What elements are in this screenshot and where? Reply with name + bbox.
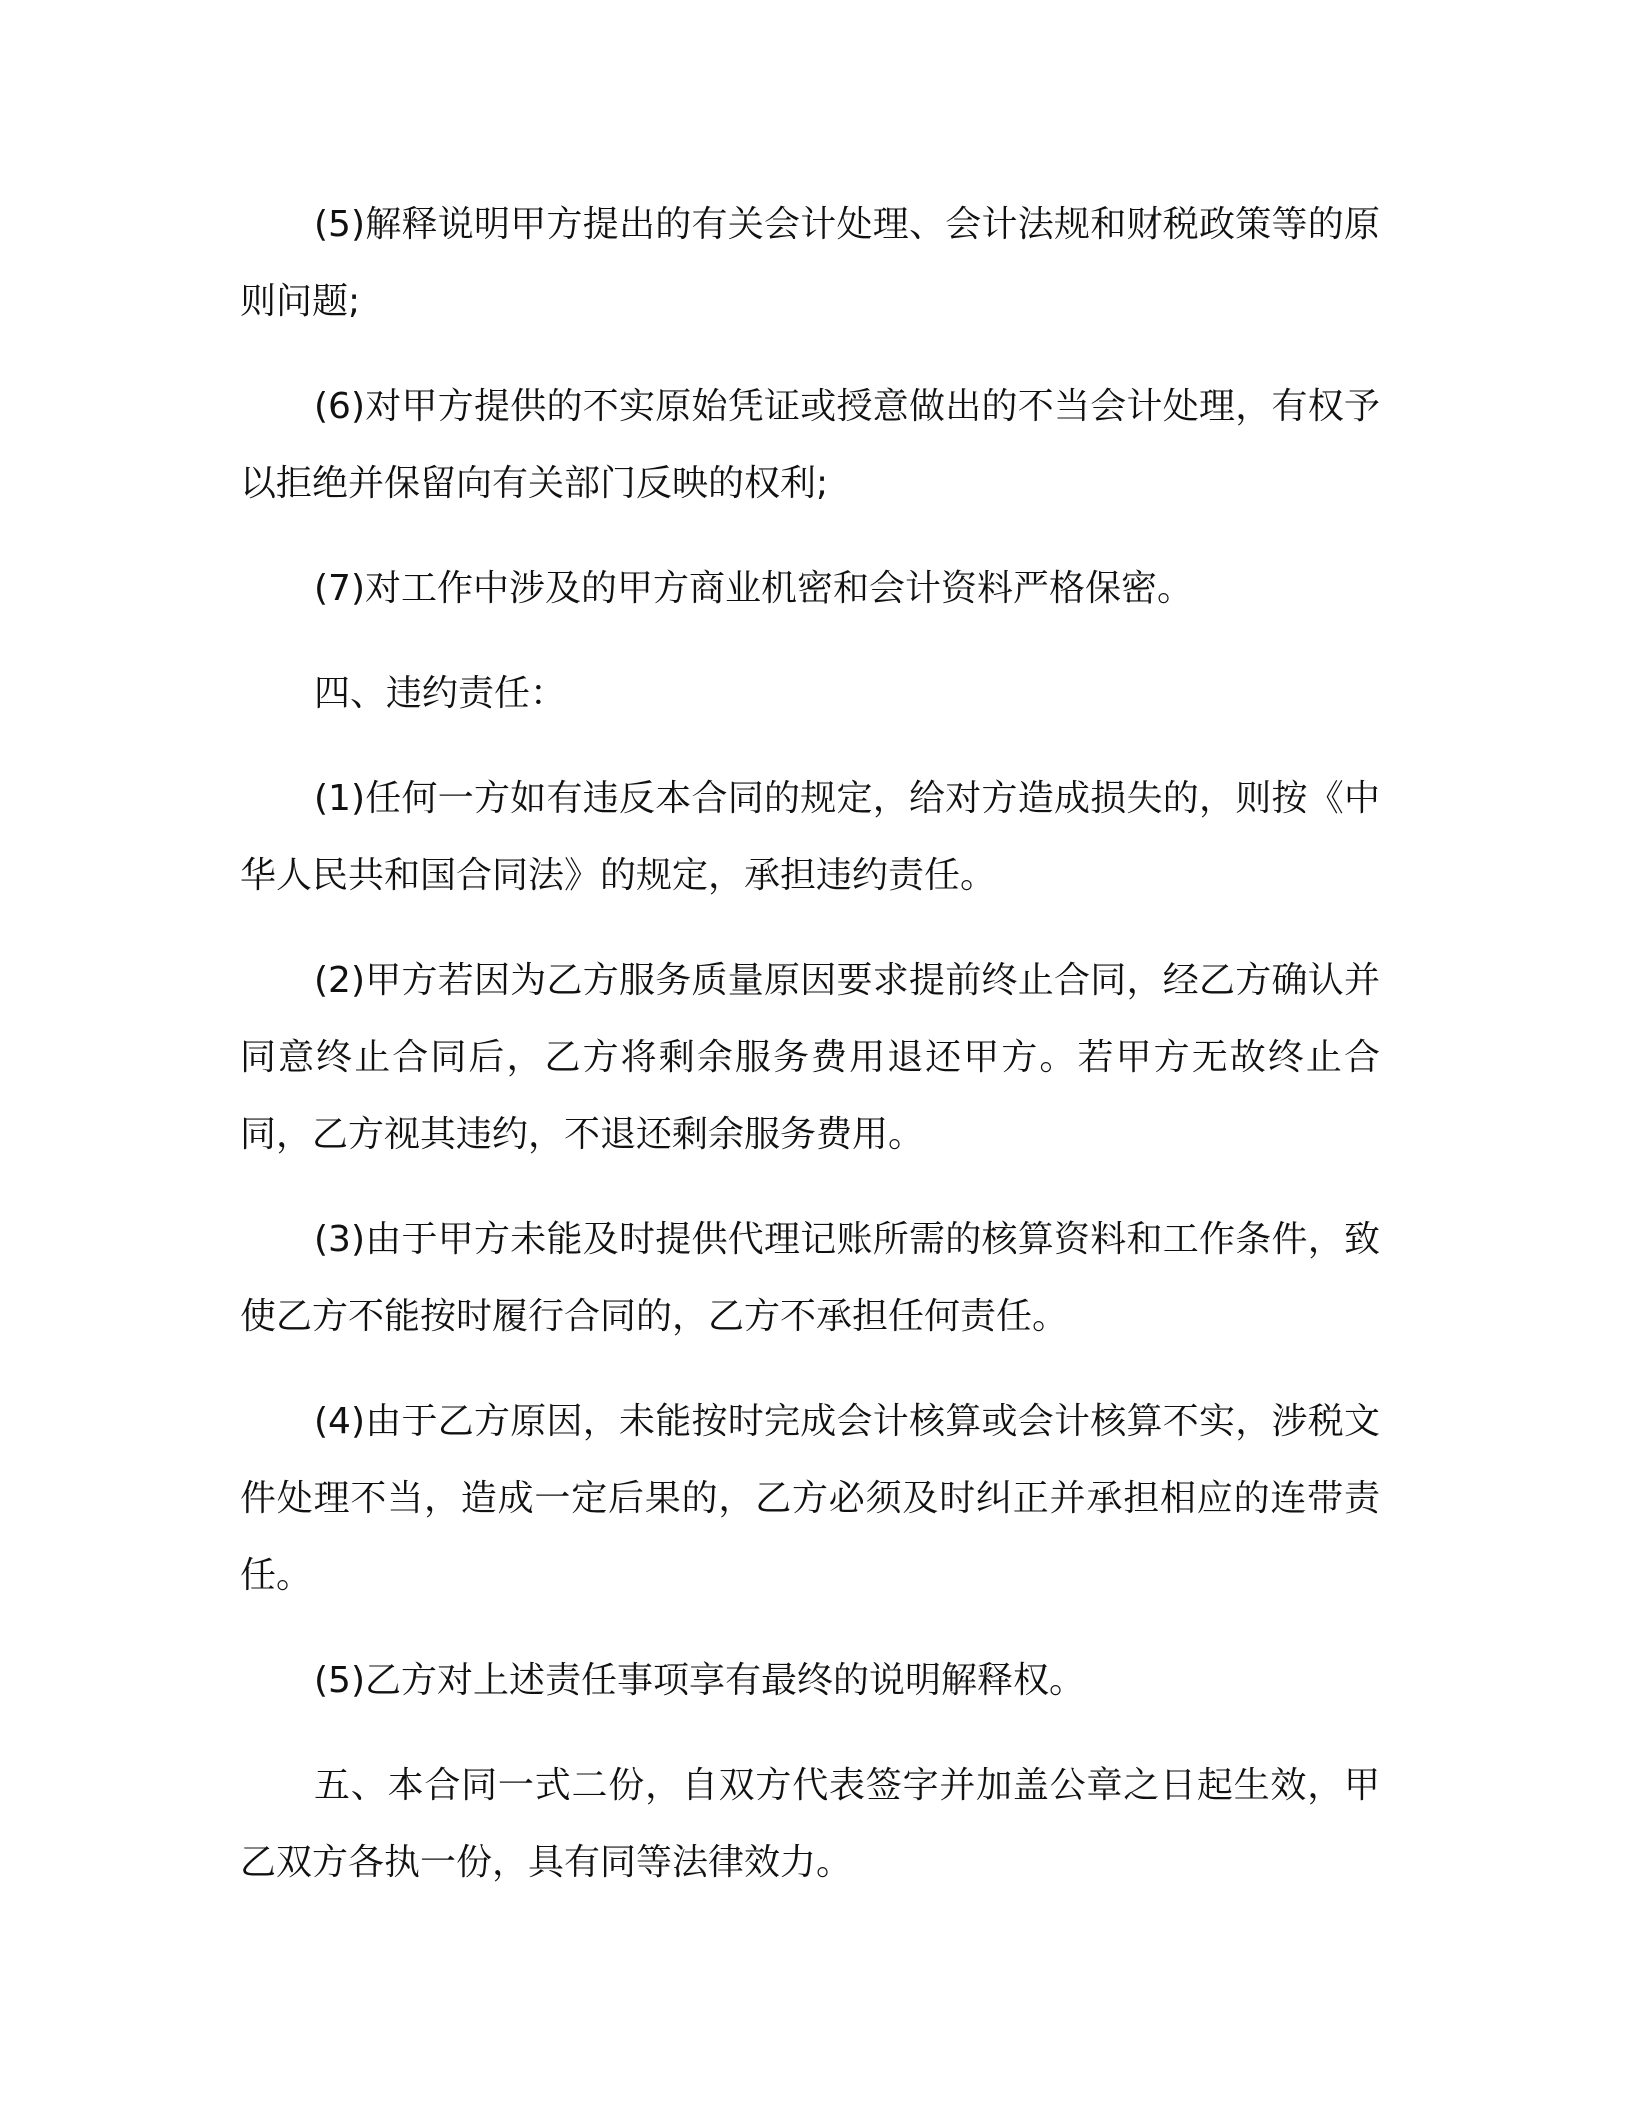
clause-paragraph: (5)解释说明甲方提出的有关会计处理、会计法规和财税政策等的原则问题; xyxy=(240,204,1380,322)
section-paragraph: 五、本合同一式二份，自双方代表签字并加盖公章之日起生效，甲乙双方各执一份，具有同等法律效力。 xyxy=(240,1765,1380,1883)
clause-paragraph: (5)乙方对上述责任事项享有最终的说明解释权。 xyxy=(314,1660,1085,1701)
document-body xyxy=(240,186,1380,1901)
clause-paragraph: (6)对甲方提供的不实原始凭证或授意做出的不当会计处理，有权予以拒绝并保留向有关部门反映的权利; xyxy=(240,386,1380,504)
clause-paragraph: (3)由于甲方未能及时提供代理记账所需的核算资料和工作条件，致使乙方不能按时履行合同的，乙方不承担任何责任。 xyxy=(240,1219,1380,1337)
section-heading: 四、违约责任： xyxy=(314,673,567,714)
clause-paragraph: (4)由于乙方原因，未能按时完成会计核算或会计核算不实，涉税文件处理不当，造成一定后果的，乙方必须及时纠正并承担相应的连带责任。 xyxy=(240,1401,1380,1596)
clause-paragraph: (7)对工作中涉及的甲方商业机密和会计资料严格保密。 xyxy=(314,568,1193,609)
clause-paragraph: (1)任何一方如有违反本合同的规定，给对方造成损失的，则按《中华人民共和国合同法》的规定，承担违约责任。 xyxy=(240,778,1380,896)
clause-paragraph: (2)甲方若因为乙方服务质量原因要求提前终止合同，经乙方确认并同意终止合同后，乙方将剩余服务费用退还甲方。若甲方无故终止合同，乙方视其违约，不退还剩余服务费用。 xyxy=(240,960,1380,1155)
